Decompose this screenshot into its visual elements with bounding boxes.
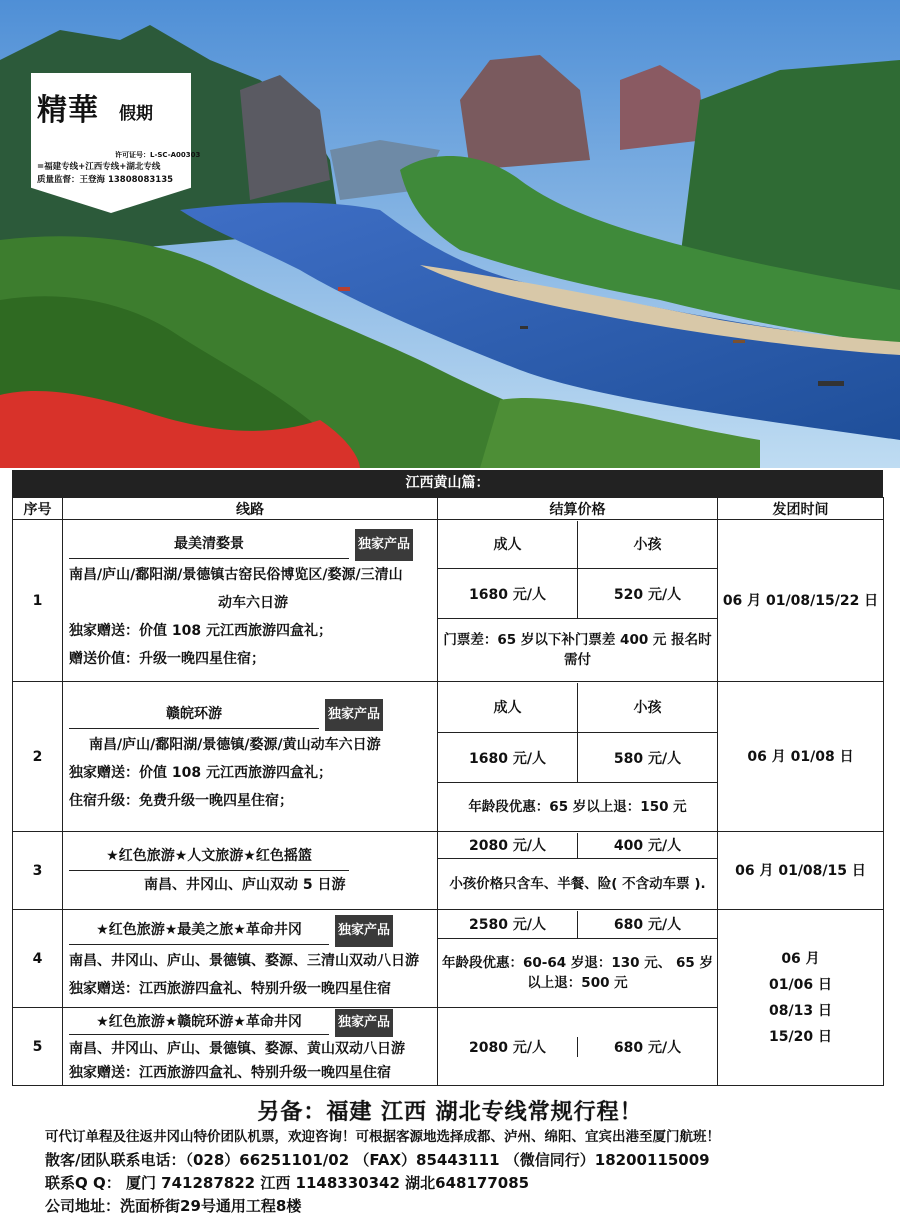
route-line: 南昌、井冈山、庐山、景德镇、婺源、黄山双动八日游 bbox=[69, 1040, 405, 1057]
header-no: 序号 bbox=[13, 498, 63, 520]
adult-price: 2080 元/人 bbox=[438, 833, 578, 859]
adult-label: 成人 bbox=[438, 683, 578, 733]
child-price: 400 元/人 bbox=[578, 833, 718, 859]
departure-dates: 06 月 01/08 日 bbox=[718, 682, 884, 832]
adult-label: 成人 bbox=[438, 521, 578, 569]
route-line: 南昌/庐山/鄱阳湖/景德镇/婺源/黄山动车六日游 bbox=[89, 736, 381, 753]
price-cell bbox=[438, 520, 718, 682]
header-date: 发团时间 bbox=[718, 498, 884, 520]
child-price: 580 元/人 bbox=[578, 733, 718, 783]
departure-dates: 06 月 01/08/15/22 日 bbox=[718, 520, 884, 682]
table-row bbox=[13, 682, 884, 832]
footer-phone: 散客/团队联系电话：（028）66251101/02 （FAX）85443111 （微信同行）18200115009 bbox=[45, 1151, 710, 1169]
route-cell bbox=[63, 832, 438, 910]
table-header-row bbox=[13, 498, 884, 520]
route-cell bbox=[63, 910, 438, 1008]
header-price: 结算价格 bbox=[438, 498, 718, 520]
table-row bbox=[13, 910, 884, 1008]
route-cell bbox=[63, 1008, 438, 1086]
row-number: 2 bbox=[13, 682, 63, 832]
child-price: 680 元/人 bbox=[578, 1037, 718, 1057]
adult-price: 1680 元/人 bbox=[438, 569, 578, 619]
price-cell bbox=[438, 1008, 718, 1086]
price-note: 小孩价格只含车、半餐、险( 不含动车票 ). bbox=[438, 859, 717, 909]
route-line: 南昌/庐山/鄱阳湖/景德镇古窑民俗博览区/婺源/三清山 bbox=[69, 566, 403, 583]
price-cell bbox=[438, 910, 718, 1008]
table-row bbox=[13, 520, 884, 682]
table-banner: 江西黄山篇： bbox=[12, 470, 883, 497]
route-line: 独家赠送：价值 108 元江西旅游四盒礼； bbox=[69, 622, 332, 639]
table-row bbox=[13, 832, 884, 910]
route-line: 独家赠送：价值 108 元江西旅游四盒礼； bbox=[69, 764, 332, 781]
adult-price: 2080 元/人 bbox=[438, 1037, 578, 1057]
exclusive-badge: 独家产品 bbox=[325, 699, 383, 731]
footer-flight-note: 可代订单程及往返井冈山特价团队机票，欢迎咨询！可根据客源地选择成都、泸州、绵阳、宜宾出港至厦门航班！ bbox=[45, 1129, 720, 1145]
footer-address: 公司地址：洗面桥街29号通用工程8楼 bbox=[45, 1197, 302, 1215]
license-number: 许可证号：L-SC-A00303 bbox=[115, 151, 201, 159]
brand-name: 精華 bbox=[37, 93, 99, 128]
route-title: ★红色旅游★最美之旅★革命井冈 bbox=[69, 916, 329, 945]
adult-price: 1680 元/人 bbox=[438, 733, 578, 783]
row-number: 1 bbox=[13, 520, 63, 682]
row-number: 3 bbox=[13, 832, 63, 910]
route-cell bbox=[63, 520, 438, 682]
brand-subtitle: 假期 bbox=[119, 104, 153, 124]
child-label: 小孩 bbox=[578, 521, 718, 569]
route-line: 南昌、井冈山、庐山双动 5 日游 bbox=[144, 877, 346, 893]
contact-footer bbox=[0, 1095, 900, 1218]
route-title: 赣皖环游 bbox=[69, 700, 319, 729]
row-number: 4 bbox=[13, 910, 63, 1008]
route-table bbox=[12, 497, 884, 1086]
price-note: 年龄段优惠：65 岁以上退：150 元 bbox=[438, 783, 717, 831]
route-title: ★红色旅游★人文旅游★红色摇篮 bbox=[69, 842, 349, 871]
departure-dates: 06 月 01/08/15 日 bbox=[718, 832, 884, 910]
header-route: 线路 bbox=[63, 498, 438, 520]
route-line: 住宿升级：免费升级一晚四星住宿； bbox=[69, 792, 293, 809]
route-line: 动车六日游 bbox=[218, 594, 288, 611]
itinerary-table bbox=[12, 470, 883, 1086]
brand-logo bbox=[31, 73, 201, 213]
route-title: ★红色旅游★赣皖环游★革命井冈 bbox=[69, 1010, 329, 1035]
route-line: 南昌、井冈山、庐山、景德镇、婺源、三清山双动八日游 bbox=[69, 952, 419, 969]
exclusive-badge: 独家产品 bbox=[355, 529, 413, 561]
adult-price: 2580 元/人 bbox=[438, 911, 578, 939]
route-title: 最美清婺景 bbox=[69, 530, 349, 559]
quality-supervisor: 质量监督：王登海 13808083135 bbox=[37, 175, 174, 185]
route-cell bbox=[63, 682, 438, 832]
route-line: 独家赠送：江西旅游四盒礼、特别升级一晚四星住宿 bbox=[69, 1064, 391, 1081]
price-cell bbox=[438, 682, 718, 832]
child-price: 520 元/人 bbox=[578, 569, 718, 619]
exclusive-badge: 独家产品 bbox=[335, 915, 393, 947]
departure-dates: 06 月 01/06 日 08/13 日 15/20 日 bbox=[718, 910, 884, 1086]
exclusive-badge: 独家产品 bbox=[335, 1009, 393, 1037]
route-line: 赠送价值：升级一晚四星住宿； bbox=[69, 650, 265, 667]
price-note: 年龄段优惠：60-64 岁退：130 元、 65 岁以上退：500 元 bbox=[438, 939, 717, 1007]
footer-headline: 另备：福建 江西 湖北专线常规行程！ bbox=[257, 1100, 643, 1125]
row-number: 5 bbox=[13, 1008, 63, 1086]
route-line: 独家赠送：江西旅游四盒礼、特别升级一晚四星住宿 bbox=[69, 980, 391, 997]
footer-qq: 联系Q Q： 厦门 741287822 江西 1148330342 湖北648177085 bbox=[45, 1174, 530, 1192]
child-label: 小孩 bbox=[578, 683, 718, 733]
price-note: 门票差：65 岁以下补门票差 400 元 报名时需付 bbox=[438, 619, 717, 681]
logo-route-lines: =福建专线+江西专线+湖北专线 bbox=[37, 162, 161, 172]
price-cell bbox=[438, 832, 718, 910]
hero-landscape-photo bbox=[0, 0, 900, 468]
child-price: 680 元/人 bbox=[578, 911, 718, 939]
